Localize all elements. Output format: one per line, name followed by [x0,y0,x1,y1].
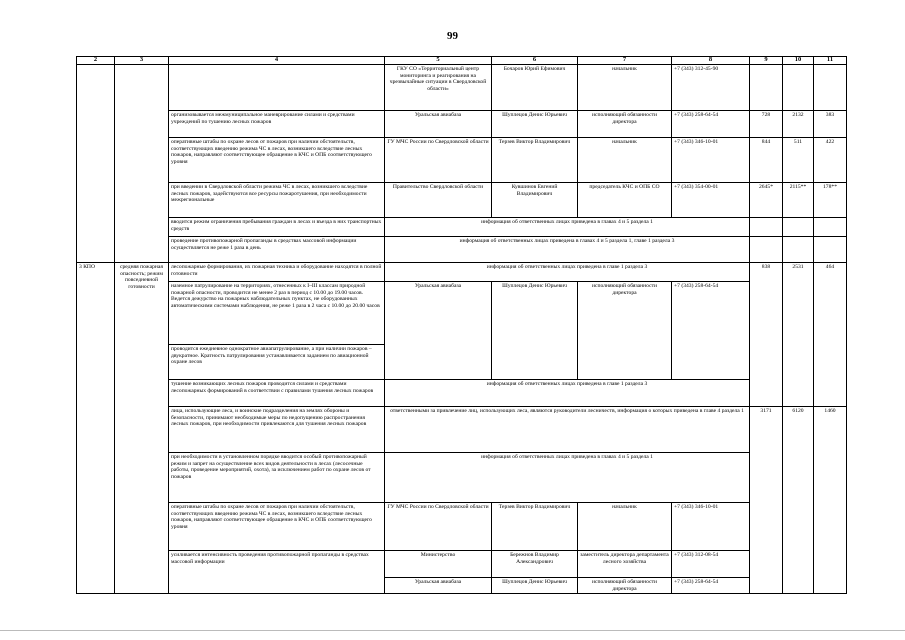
measure-cell: лесопожарные формирования, их пожарная техника и оборудование находятся в полной готовности [169,263,385,282]
col-header: 6 [492,57,578,65]
class-cell: 3 КПО [77,263,115,594]
phone-cell: +7 (343) 354-00-01 [672,183,750,218]
position-cell: председатель КЧС и ОПБ СО [578,183,672,218]
measure-cell: лица, использующие леса, и воинские подразделения на землях обороны и безопасности, принимают необходимые меры по недопущению распространения лесных пожаров, при необходимости привлекаются для тушения лесных пожаров [169,407,385,453]
forest-fire-measures-table [76,56,847,594]
table-row [77,218,847,237]
measure-cell: оперативные штабы по охране лесов от пожаров при наличии обстоятельств, соответствующих введению режима ЧС в лесах, возникшего вследствие лесных пожаров, направляют соответствующее обращение в КЧС и ОПБ соответствующего уровня [169,138,385,183]
table-row [77,282,847,345]
value-cell: 464 [814,263,847,407]
value-cell: 2132 [783,111,814,138]
page-bottom-divider [0,630,905,631]
value-cell [750,218,783,237]
value-cell: 728 [750,111,783,138]
table-row [77,263,847,282]
value-cell [814,237,847,263]
measure-cell [169,65,385,111]
table-row [77,111,847,138]
value-cell: 178** [814,183,847,218]
info-cell: информация об ответственных лицах приведена в главах 4 и 5 раздела 1, главе 1 раздела 3 [385,237,750,263]
col-header: 5 [385,57,492,65]
position-cell: начальник [578,503,672,551]
class-cell [77,65,115,263]
value-cell: 2645* [750,183,783,218]
phone-cell: +7 (343) 312-45-90 [672,65,750,111]
table-row [77,503,847,551]
table-row [77,551,847,578]
measure-cell: усиливается интенсивность проведения противопожарной пропаганды в средствах массовой информации [169,551,385,594]
col-header: 9 [750,57,783,65]
value-cell: 844 [750,138,783,183]
table-row [77,237,847,263]
position-cell: заместитель директора департамента лесного хозяйства [578,551,672,578]
value-cell [814,65,847,111]
phone-cell: +7 (343) 258-64-54 [672,111,750,138]
phone-cell: +7 (343) 346-10-01 [672,138,750,183]
info-cell: информация об ответственных лицах приведена в главах 4 и 5 раздела 1 [385,218,750,237]
col-header: 3 [115,57,169,65]
measure-cell: при введении в Свердловской области режима ЧС в лесах, возникшего вследствие лесных пожаров, задействуются все ресурсы пожаротушения, при необходимости межрегиональные [169,183,385,218]
info-cell: информация об ответственных лицах приведена в главе 1 раздела 3 [385,380,750,407]
person-cell: Шуплецов Денис Юрьевич [492,282,578,380]
phone-cell: +7 (343) 312-08-54 [672,551,750,578]
measure-cell: вводится режим ограничения пребывания граждан в лесах и въезда в них транспортных средств [169,218,385,237]
col-header: 11 [814,57,847,65]
phone-cell: +7 (343) 346-10-01 [672,503,750,551]
value-cell: 3171 [750,407,783,594]
measure-cell: при необходимости в установленном порядке вводится особый противопожарный режим и запрет на осуществление всех видов деятельности в лесах (лесосечные работы, проведение мероприятий, охота), за исключением работ по охране лесов от пожаров [169,453,385,503]
page-number: 99 [447,30,458,42]
measure-cell: тушение возникающих лесных пожаров проводится силами и средствами лесопожарных формирований в соответствии с правилами тушения лесных пожаров [169,380,385,407]
org-cell: ГУ МЧС России по Свердловской области [385,138,492,183]
value-cell: 1460 [814,407,847,594]
position-cell: исполняющий обязанности директора [578,111,672,138]
value-cell [783,237,814,263]
table-row [77,380,847,407]
org-cell: Министерство [385,551,492,578]
col-header: 2 [77,57,115,65]
table-row [77,183,847,218]
org-cell: Уральская авиабаза [385,282,492,380]
danger-cell: средняя пожарная опасность; режим повседневной готовности [115,263,169,594]
org-cell: Уральская авиабаза [385,111,492,138]
col-header: 10 [783,57,814,65]
value-cell [750,65,783,111]
org-cell: ГУ МЧС России по Свердловской области [385,503,492,551]
person-cell: Кувшинов Евгений Владимирович [492,183,578,218]
col-header: 8 [672,57,750,65]
value-cell: 511 [783,138,814,183]
table-row [77,138,847,183]
phone-cell: +7 (343) 258-64-54 [672,282,750,380]
measure-cell: проводится ежедневное однократное авиапатрулирование, а при наличии пожаров – двукратное. Кратность патрулирования устанавливается заданием по авиационной охране лесов [169,345,385,380]
measure-cell: наземное патрулирование на территориях, отнесенных к I–III классам природной пожарной опасности, проводится не менее 2 раз в период с 10.00 до 19.00 часов. Ведется дежурство на пожарных наблюдательных пунктах, не оборудованных автоматическими системами наблюдения, не реже 1 раза в 2 часа с 10.00 до 20.00 часов [169,282,385,345]
col-header: 7 [578,57,672,65]
value-cell [783,218,814,237]
value-cell: 2531 [783,263,814,407]
org-cell: Уральская авиабаза [385,578,492,594]
value-cell [814,218,847,237]
org-cell: Правительство Свердловской области [385,183,492,218]
value-cell: 383 [814,111,847,138]
org-cell: ГКУ СО «Территориальный центр мониторинга и реагирования на чрезвычайные ситуации в Свердловской области» [385,65,492,111]
measure-cell: организовывается межмуниципальное маневрирование силами и средствами учреждений по тушению лесных пожаров [169,111,385,138]
header-row [77,57,847,65]
value-cell [783,65,814,111]
measure-cell: оперативные штабы по охране лесов от пожаров при наличии обстоятельств, соответствующих введению режима ЧС в лесах, возникшего вследствие лесных пожаров, направляют соответствующее обращение в КЧС и ОПБ соответствующего уровня [169,503,385,551]
value-cell: 838 [750,263,783,407]
phone-cell: +7 (343) 258-64-54 [672,578,750,594]
position-cell: исполняющий обязанности директора [578,282,672,380]
person-cell: Бережнов Владимир Александрович [492,551,578,578]
position-cell: начальник [578,138,672,183]
person-cell: Терзев Виктор Владимирович [492,138,578,183]
person-cell: Бочаров Юрий Ефимович [492,65,578,111]
col-header: 4 [169,57,385,65]
info-cell: ответственными за привлечение лиц, использующих леса, являются руководители лесничеств, информация о которых приведена в главе 4 раздела 1 [385,407,750,453]
person-cell: Терзев Виктор Владимирович [492,503,578,551]
table-row [77,407,847,453]
person-cell: Шуплецов Денис Юрьевич [492,111,578,138]
measure-cell: проведение противопожарной пропаганды в средствах массовой информации осуществляется не реже 1 раза в день [169,237,385,263]
table-row [77,65,847,111]
danger-cell [115,65,169,263]
person-cell: Шуплецов Денис Юрьевич [492,578,578,594]
position-cell: исполняющий обязанности директора [578,578,672,594]
value-cell: 6120 [783,407,814,594]
value-cell: 422 [814,138,847,183]
info-cell: информация об ответственных лицах приведена в главе 1 раздела 3 [385,263,750,282]
info-cell: информация об ответственных лицах приведена в главах 4 и 5 раздела 1 [385,453,750,503]
table-row [77,453,847,503]
value-cell: 2115** [783,183,814,218]
value-cell [750,237,783,263]
position-cell: начальник [578,65,672,111]
